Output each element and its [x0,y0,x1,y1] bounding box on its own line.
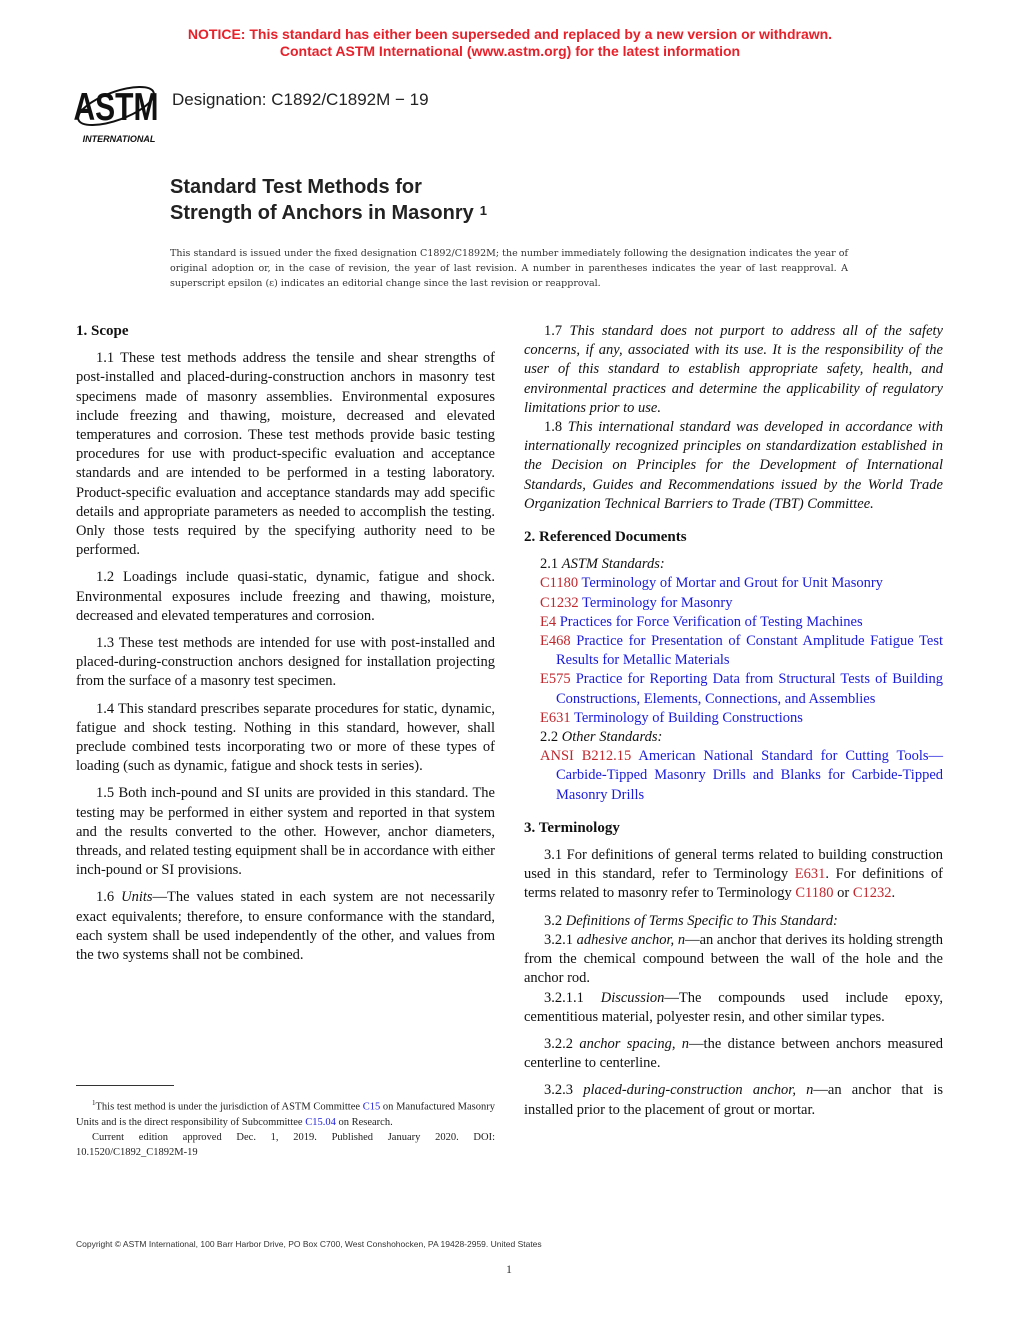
reference-link-c1180[interactable]: C1180 [795,885,834,902]
committee-link-c15[interactable]: C15 [362,1101,381,1113]
reference-code-link[interactable]: E468 [540,633,571,650]
other-reference-list [524,747,943,805]
paragraph-1-6: 1.6 Units—The values stated in each system are not necessarily exact equivalents; therefore, to ensure conformance with the standard, each system shall be used independently of the other, and values from the two systems shall not be combined. [76,889,496,964]
reference-code-link[interactable]: C1232 [540,594,579,611]
paragraph-1-3: 1.3 These test methods are intended for use with post-installed and placed-during-construction anchors designed for installation projecting from the surface of a masonry test specimen. [76,635,495,690]
page-number: 1 [506,1262,512,1276]
reference-title-link[interactable]: American National Standard for Cutting Tools—Carbide-Tipped Masonry Drills and Blanks for Carbide-Tipped Masonry Drills [556,748,944,803]
reference-item[interactable] [540,709,943,728]
astm-standards-label: 2.1 ASTM Standards: [540,556,665,573]
paragraph-1-5: 1.5 Both inch-pound and SI units are provided in this standard. The testing may be performed in either system and reported in that system and the results converted to the other. However, anchor diameters, threads, and related testing equipment shall be in accordance with either inch-pound or SI provisions. [76,785,495,879]
section-heading-terminology: 3. Terminology [524,819,620,836]
left-column [76,322,495,973]
reference-item[interactable] [540,613,943,632]
withdrawal-notice [0,26,1020,60]
footnote-edition: Current edition approved Dec. 1, 2019. Published January 2020. DOI: 10.1520/C1892_C1892M-19 [76,1131,495,1158]
footnote-jurisdiction: $^1$This test method is under the jurisdiction of ASTM Committee C15 on Manufactured Masonry Units and is the direct responsibility of Subcommittee C15.04 on Research. [76,1099,496,1128]
reference-item[interactable] [540,594,943,613]
right-column [524,322,943,1128]
paragraph-3-2-2: 3.2.2 anchor spacing, n—the distance between anchors measured centerline to centerline. [524,1035,944,1072]
paragraph-1-2: 1.2 Loadings include quasi-static, dynamic, fatigue and shock. Environmental exposures include freezing and thawing, moisture, decreased and elevated temperatures and corrosion. [76,569,495,624]
notice-line-1: NOTICE: This standard has either been superseded and replaced by a new version or withdrawn. [187,26,833,42]
paragraph-3-1: 3.1 For definitions of general terms related to building construction used in this standard, refer to Terminology E631. For definitions of terms related to masonry refer to Terminology C1180 or C1232. [524,847,943,902]
reference-link-c1232[interactable]: C1232 [852,885,892,902]
logo-subtext: INTERNATIONAL [82,134,156,144]
section-heading-referenced-documents: 2. Referenced Documents [524,529,687,546]
paragraph-3-2-1-1: 3.2.1.1 Discussion—The compounds used include epoxy, cementitious material, polyester resin, and other similar types. [524,989,944,1025]
reference-title-link[interactable]: Terminology for Masonry [582,594,733,611]
reference-code-link[interactable]: E575 [540,671,571,688]
designation: Designation: C1892/C1892M − 19 [172,90,429,109]
title-line-2: Strength of Anchors in Masonry [170,202,474,224]
reference-link-e631[interactable]: E631 [794,866,826,883]
paragraph-1-8: 1.8 This international standard was developed in accordance with internationally recognized principles on standardization established in the Decision on Principles for the Development of International Standards, Guides and Recommendations issued by the World Trade Organization Technical Barriers to Trade (TBT) Committee. [524,419,943,512]
subcommittee-link-c15-04[interactable]: C15.04 [305,1116,336,1128]
paragraph-1-1: 1.1 These test methods address the tensile and shear strengths of post-installed and placed-during-construction anchors in masonry test specimens made of masonry assemblies. Environmental exposures include freezing and thawing, moisture, decreased and elevated temperatures and corrosion. These test methods provide basic testing procedures for use with product-specific evaluation and acceptance standards and are intended to be performed in a testing laboratory. Product-specific evaluation and acceptance standards may add specific details and appropriate parameters as needed to accomplish the testing. Only those tests required by the specifying authority need to be performed. [76,350,495,559]
paragraph-1-4: 1.4 This standard prescribes separate procedures for static, dynamic, fatigue and shock testing. Nothing in this standard, however, shall preclude combined tests incorporating two or more of these types of loading (such as dynamic, fatigue and shock tests in series). [76,700,495,775]
reference-item[interactable] [540,670,943,708]
issuance-statement: This standard is issued under the fixed designation C1892/C1892M; the number immediately following the designation indicates the year of original adoption or, in the case of revision, the year of last revision. A number in parentheses indicates the year of last reapproval. A superscript epsilon (ε) indicates an editorial change since the last revision or reapproval. [170,248,848,289]
title-line-1: Standard Test Methods for [170,176,422,198]
reference-title-link[interactable]: Terminology of Mortar and Grout for Unit Masonry [581,575,883,592]
reference-item[interactable] [540,747,943,805]
footnote-divider [76,1085,174,1086]
reference-code-link[interactable]: E631 [540,709,571,726]
reference-title-link[interactable]: Practice for Reporting Data from Structural Tests of Building Constructions, Elements, Connections, and Assemblies [556,671,944,707]
reference-title-link[interactable]: Terminology of Building Constructions [573,709,803,726]
title-footnote-mark: 1 [479,203,487,218]
other-standards-label: 2.2 Other Standards: [540,729,663,746]
reference-code-link[interactable]: ANSI B212.15 [540,748,632,765]
paragraph-3-2: 3.2 Definitions of Terms Specific to This Standard: [544,912,838,929]
reference-code-link[interactable]: C1180 [540,575,579,592]
footnote [76,1096,495,1160]
reference-code-link[interactable]: E4 [540,613,557,630]
reference-title-link[interactable]: Practice for Presentation of Constant Amplitude Fatigue Test Results for Metallic Materials [556,633,943,669]
document-title [170,174,487,226]
reference-title-link[interactable]: Practices for Force Verification of Testing Machines [559,613,863,630]
section-heading-scope: 1. Scope [76,323,129,339]
logo-text: ASTM [74,86,159,130]
astm-reference-list [524,574,943,728]
reference-item[interactable] [540,574,943,593]
astm-logo-icon [74,76,164,146]
paragraph-1-7: 1.7 This standard does not purport to address all of the safety concerns, if any, associated with its use. It is the responsibility of the user of this standard to establish appropriate safety, health, and environmental practices and determine the applicability of regulatory limitations prior to use. [524,323,943,416]
paragraph-3-2-3: 3.2.3 placed-during-construction anchor, n—an anchor that is installed prior to the placement of grout or mortar. [524,1082,943,1118]
notice-line-2: Contact ASTM International (www.astm.org) for the latest information [279,43,741,59]
reference-item[interactable] [540,632,943,670]
paragraph-3-2-1: 3.2.1 adhesive anchor, n—an anchor that derives its holding strength from the chemical compound between the wall of the hole and the anchor rod. [524,931,944,987]
copyright-notice: Copyright © ASTM International, 100 Barr Harbor Drive, PO Box C700, West Conshohocken, PA 19428-2959. United States [76,1239,542,1249]
